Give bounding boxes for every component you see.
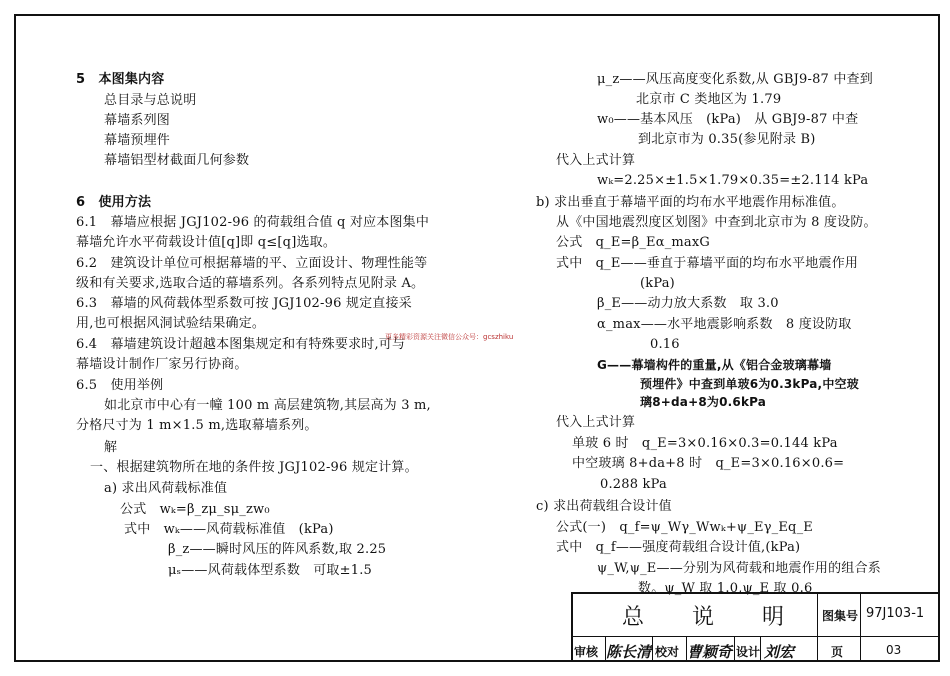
right-text-line: 公式 q_E=β_Eα_maxG <box>556 235 710 250</box>
right-text-line: ψ_W,ψ_E——分别为风荷载和地震作用的组合系 <box>597 561 881 576</box>
right-text-line: wₖ=2.25×±1.5×1.79×0.35=±2.114 kPa <box>597 173 869 188</box>
left-text-line: 6.5 使用举例 <box>76 378 164 393</box>
left-text-line: β_z——瞬时风压的阵风系数,取 2.25 <box>168 542 387 557</box>
design-signature: 刘宏 <box>764 643 795 661</box>
title-block-vline <box>652 636 653 662</box>
title-block-vline <box>760 636 761 662</box>
atlas-no: 97J103-1 <box>866 606 925 621</box>
title-block-vline <box>860 592 861 662</box>
right-text-line: 从《中国地震烈度区划图》中查到北京市为 8 度设防。 <box>556 215 877 230</box>
right-text-line: 公式(一) q_f=ψ_Wγ_Wwₖ+ψ_Eγ_Eq_E <box>556 520 813 535</box>
title-block-divider <box>571 636 940 637</box>
left-text-line: 公式 wₖ=β_zμ_sμ_zw₀ <box>120 502 270 517</box>
right-text-line: 代入上式计算 <box>556 153 636 168</box>
right-text-line: β_E——动力放大系数 取 3.0 <box>597 296 779 311</box>
left-text-line: 幕墙允许水平荷载设计值[q]即 q≤[q]选取。 <box>76 235 337 250</box>
right-text-line: 单玻 6 时 q_E=3×0.16×0.3=0.144 kPa <box>572 436 838 451</box>
right-text-line: (kPa) <box>640 276 675 291</box>
review-signature: 陈长清 <box>606 643 652 661</box>
title-block-vline <box>734 636 735 662</box>
left-text-line: 6.1 幕墙应根据 JGJ102-96 的荷载组合值 q 对应本图集中 <box>76 215 430 230</box>
left-text-line: 幕墙预埋件 <box>104 133 171 148</box>
left-text-line: 幕墙铝型材截面几何参数 <box>104 153 250 168</box>
right-text-line: b) 求出垂直于幕墙平面的均布水平地震作用标准值。 <box>536 195 845 210</box>
page-number: 03 <box>886 643 902 657</box>
right-text-line: 预埋件》中查到单玻6为0.3kPa,中空玻 <box>640 377 859 391</box>
right-text-line: α_max——水平地震影响系数 8 度设防取 <box>597 317 852 332</box>
design-label: 设计 <box>736 645 761 659</box>
review-label: 审核 <box>574 645 599 659</box>
left-text-line: a) 求出风荷载标准值 <box>104 481 228 496</box>
check-signature: 曹颖奇 <box>687 643 733 661</box>
right-text-line: 北京市 C 类地区为 1.79 <box>636 92 782 107</box>
right-text-line: 式中 q_E——垂直于幕墙平面的均布水平地震作用 <box>556 256 859 271</box>
left-text-line: 幕墙系列图 <box>104 113 171 128</box>
right-text-line: 代入上式计算 <box>556 415 636 430</box>
right-text-line: 0.288 kPa <box>600 477 667 492</box>
left-text-line: 6.3 幕墙的风荷载体型系数可按 JGJ102-96 规定直接采 <box>76 296 412 311</box>
left-text-line: 用,也可根据风洞试验结果确定。 <box>76 316 266 331</box>
watermark-text: 更多精彩资源关注微信公众号：gcszhiku <box>385 333 514 341</box>
left-text-line: 如北京市中心有一幢 100 m 高层建筑物,其层高为 3 m, <box>104 398 431 413</box>
atlas-no-label: 图集号 <box>822 609 859 623</box>
right-text-line: 璃8+da+8为0.6kPa <box>640 395 767 409</box>
left-text-line: 解 <box>104 440 118 455</box>
right-text-line: G——幕墙构件的重量,从《铝合金玻璃幕墙 <box>597 358 832 372</box>
page-label: 页 <box>831 645 844 659</box>
left-text-line: 6.4 幕墙建筑设计超越本图集规定和有特殊要求时,可与 <box>76 337 406 352</box>
right-text-line: 式中 q_f——强度荷载组合设计值,(kPa) <box>556 540 801 555</box>
left-text-line: 分格尺寸为 1 m×1.5 m,选取幕墙系列。 <box>76 418 318 433</box>
sheet-title: 总说明 <box>622 605 833 630</box>
right-text-line: 数。ψ_W 取 1.0,ψ_E 取 0.6 <box>638 581 813 596</box>
left-text-line: 幕墙设计制作厂家另行协商。 <box>76 357 248 372</box>
right-text-line: c) 求出荷载组合设计值 <box>536 499 672 514</box>
left-text-line: 级和有关要求,选取合适的幕墙系列。各系列特点见附录 A。 <box>76 276 425 291</box>
check-label: 校对 <box>655 645 680 659</box>
right-text-line: 到北京市为 0.35(参见附录 B) <box>638 132 816 147</box>
right-text-line: 中空玻璃 8+da+8 时 q_E=3×0.16×0.6= <box>572 456 845 471</box>
left-text-line: 总目录与总说明 <box>104 93 197 108</box>
left-text-line: μₛ——风荷载体型系数 可取±1.5 <box>168 563 372 578</box>
left-text-line: 一、根据建筑物所在地的条件按 JGJ102-96 规定计算。 <box>90 460 418 475</box>
left-text-line: 式中 wₖ——风荷载标准值 (kPa) <box>124 522 334 537</box>
right-text-line: μ_z——风压高度变化系数,从 GBJ9-87 中查到 <box>597 72 873 87</box>
left-text-line: 6.2 建筑设计单位可根据幕墙的平、立面设计、物理性能等 <box>76 256 428 271</box>
left-text-line: 5 本图集内容 <box>76 72 165 87</box>
right-text-line: 0.16 <box>650 337 680 352</box>
right-text-line: w₀——基本风压 (kPa) 从 GBJ9-87 中查 <box>597 112 859 127</box>
left-text-line: 6 使用方法 <box>76 195 152 210</box>
